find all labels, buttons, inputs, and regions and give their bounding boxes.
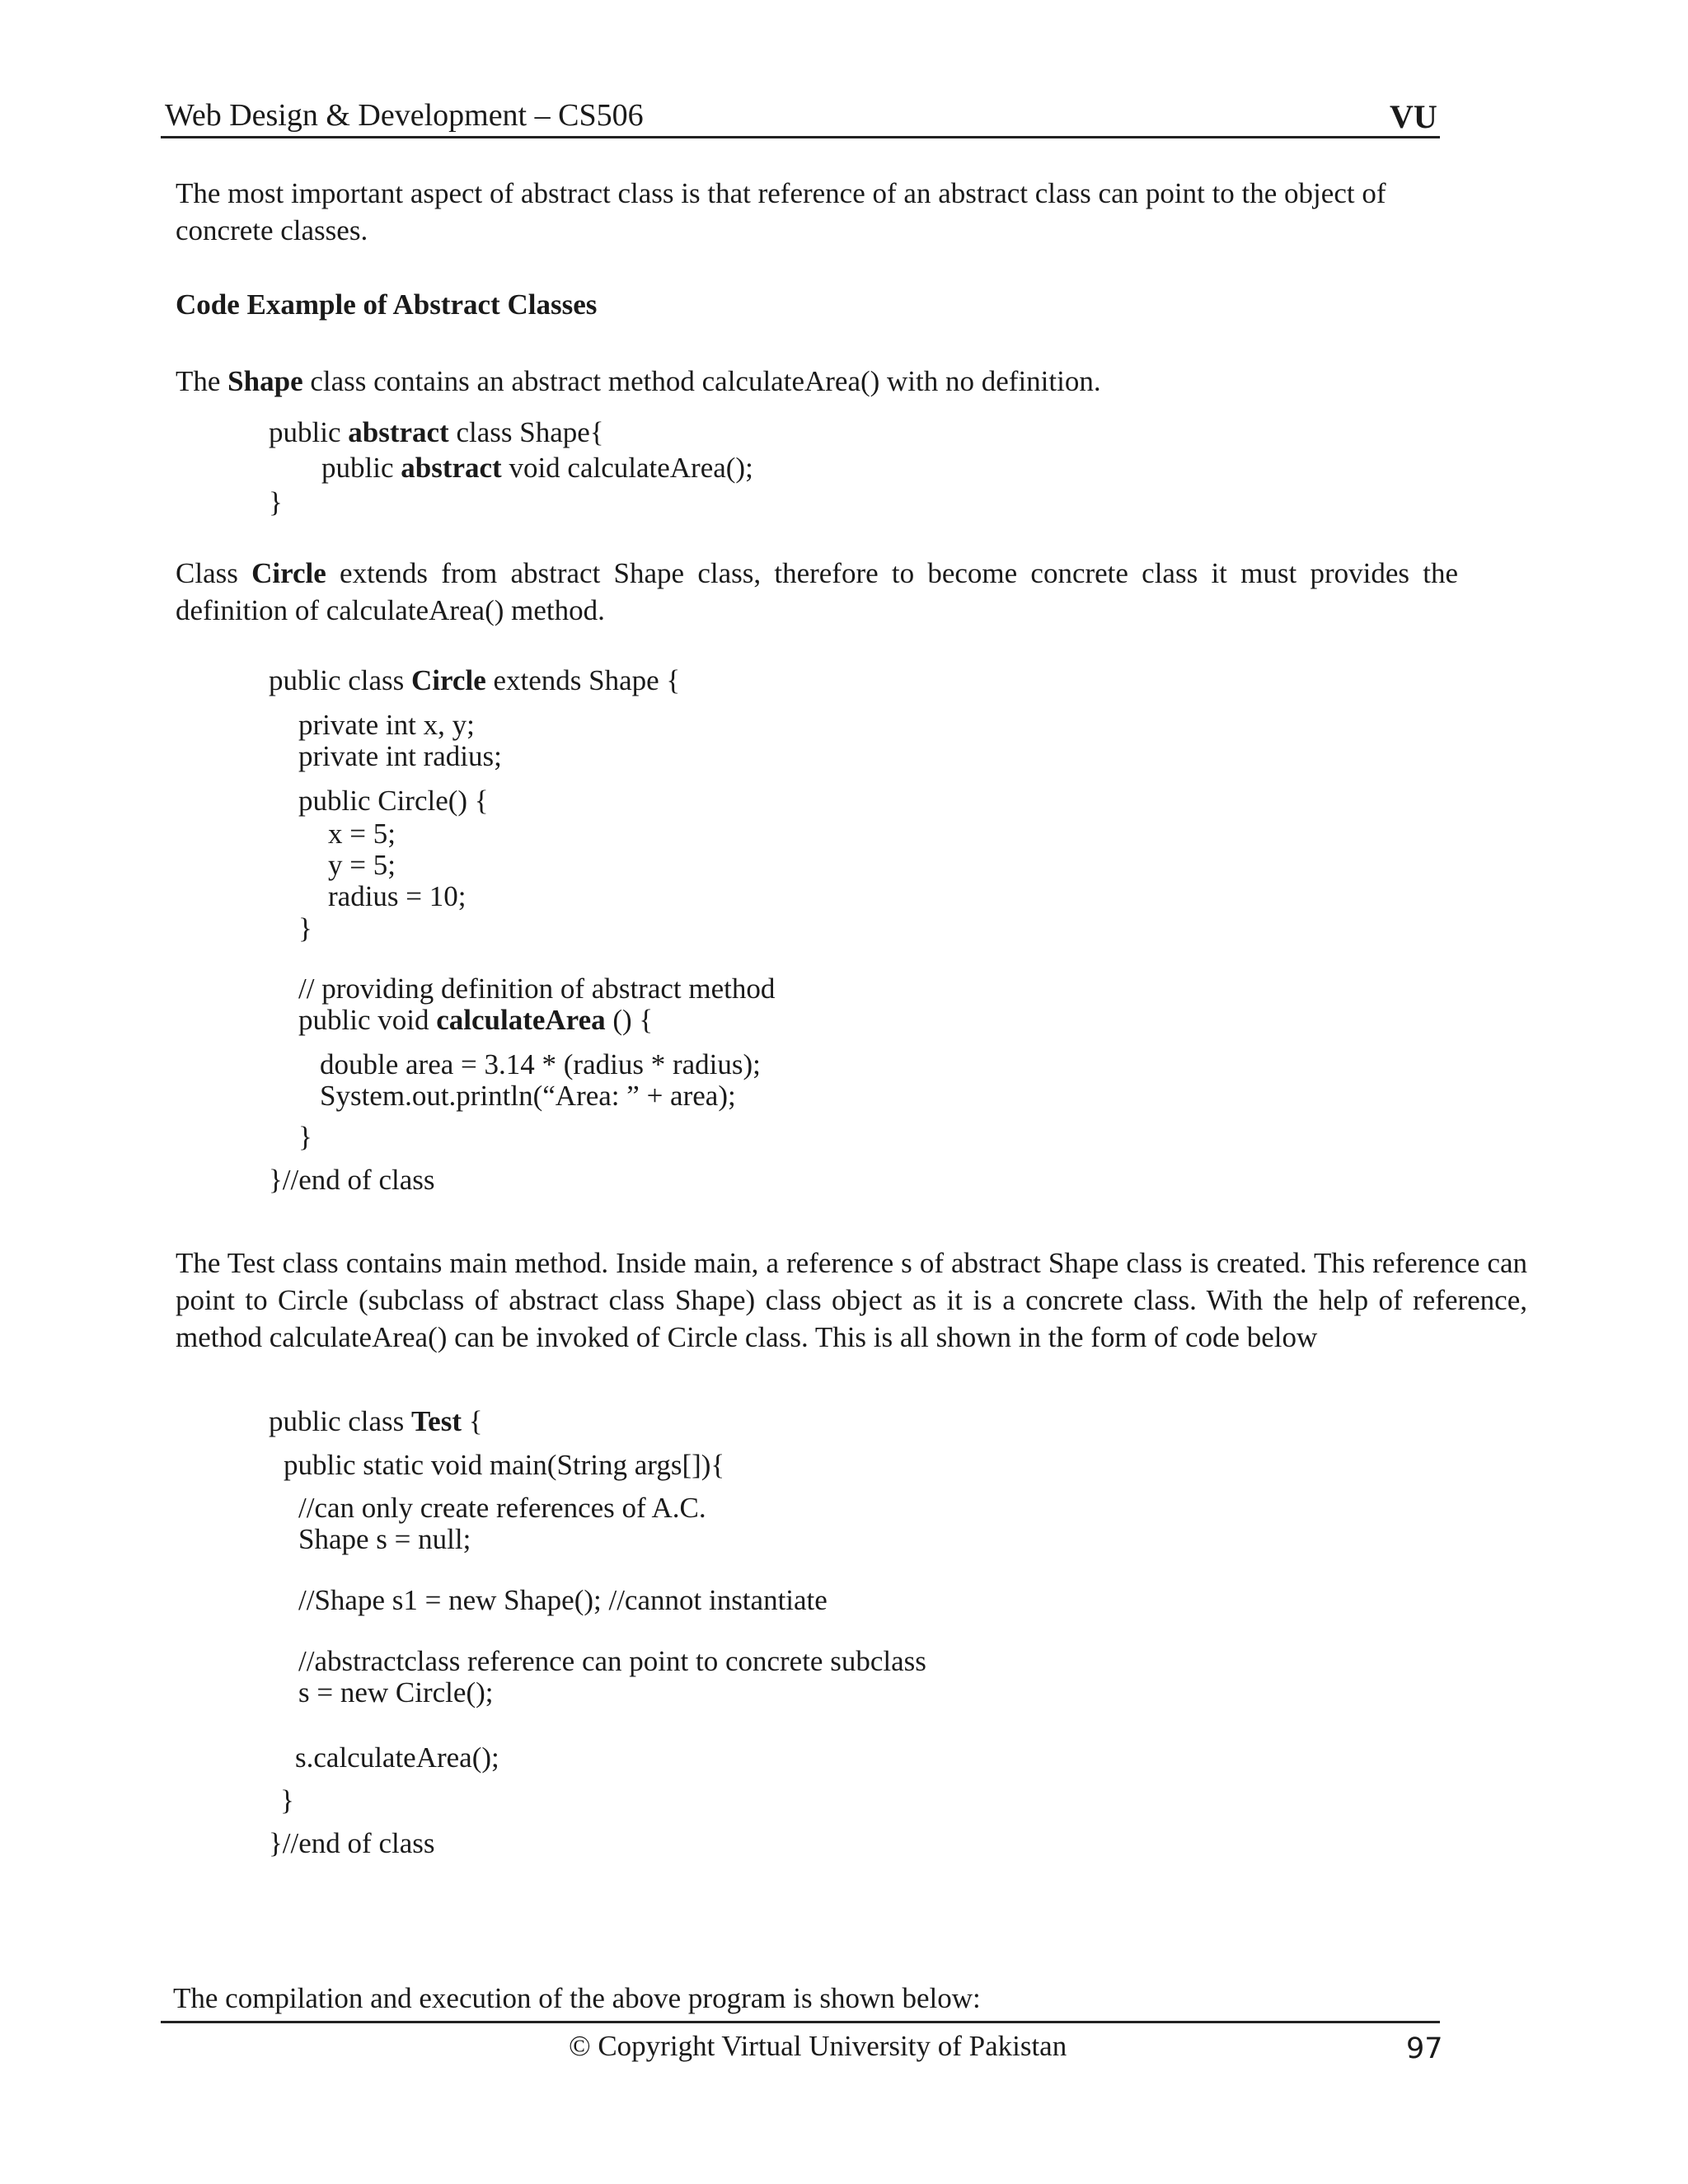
code-keyword: Test [411,1405,462,1437]
shape-desc-bold: Shape [227,365,303,397]
code-keyword: abstract [401,452,502,484]
code-line: y = 5; [328,849,396,881]
code-line: public static void main(String args[]){ [284,1449,725,1481]
code-text: extends Shape { [485,664,681,696]
test-description: The Test class contains main method. Inside main, a reference s of abstract Shape class is created. This reference can point to Circle (subclass of abstract class Shape) class object as it is a concrete class. With the help of reference, method calculateArea() can be invoked of Circle class. This is all shown in the form of code below [176,1247,1527,1353]
intro-paragraph: The most important aspect of abstract class is that reference of an abstract class can point to the object of concrete classes. [176,177,1386,246]
compile-note: The compilation and execution of the above program is shown below: [173,1982,981,2014]
code-line [298,1004,653,1037]
page-number: 97 [1406,2032,1443,2065]
code-line: // providing definition of abstract method [298,972,776,1005]
code-text: class Shape{ [448,416,604,448]
code-line: double area = 3.14 * (radius * radius); [320,1048,761,1080]
code-line: //abstractclass reference can point to concrete subclass [298,1645,926,1677]
shape-description [176,365,1101,398]
code-line: } [269,486,283,518]
circle-description [176,555,1458,629]
code-line [269,1405,483,1438]
code-text: { [461,1405,483,1437]
code-keyword: calculateArea [436,1004,606,1036]
code-line [321,452,753,485]
code-line: }//end of class [269,1164,435,1196]
code-text: public class [269,664,412,696]
code-line: System.out.println(“Area: ” + area); [320,1080,736,1112]
code-line: s = new Circle(); [298,1676,494,1708]
code-line: private int x, y; [298,709,475,741]
code-line: radius = 10; [328,880,467,912]
code-line: s.calculateArea(); [295,1741,499,1774]
code-line [269,416,604,449]
code-line: }//end of class [269,1827,435,1859]
circle-desc-before: Class [176,557,252,589]
code-keyword: abstract [348,416,449,448]
footer-rule [161,2021,1440,2023]
code-line: //Shape s1 = new Shape(); //cannot instantiate [298,1584,828,1616]
code-line: Shape s = null; [298,1523,471,1555]
shape-desc-before: The [176,365,228,397]
code-line: //can only create references of A.C. [298,1492,706,1524]
header-logo-text: VU [1390,98,1437,135]
code-line: } [280,1784,294,1816]
circle-desc-bold: Circle [251,557,326,589]
section-heading: Code Example of Abstract Classes [176,288,598,321]
code-line [269,664,680,697]
code-line: x = 5; [328,818,396,850]
code-text: void calculateArea(); [501,452,753,484]
code-text: public [269,416,349,448]
header-title: Web Design & Development – CS506 [165,98,644,133]
code-text: public void [298,1004,437,1036]
footer-copyright: © Copyright Virtual University of Pakistan [569,2030,1067,2062]
code-line: private int radius; [298,740,502,772]
circle-desc-after: extends from abstract Shape class, therefore to become concrete class it must provides the definition of calculateArea() method. [176,557,1458,626]
shape-desc-after: class contains an abstract method calculateArea() with no definition. [302,365,1101,397]
code-text: public [321,452,401,484]
code-line: } [298,1121,312,1153]
code-text: () { [605,1004,654,1036]
header-rule [161,136,1440,138]
code-line: } [298,912,312,944]
code-keyword: Circle [411,664,486,696]
code-line: public Circle() { [298,785,489,817]
code-text: public class [269,1405,412,1437]
